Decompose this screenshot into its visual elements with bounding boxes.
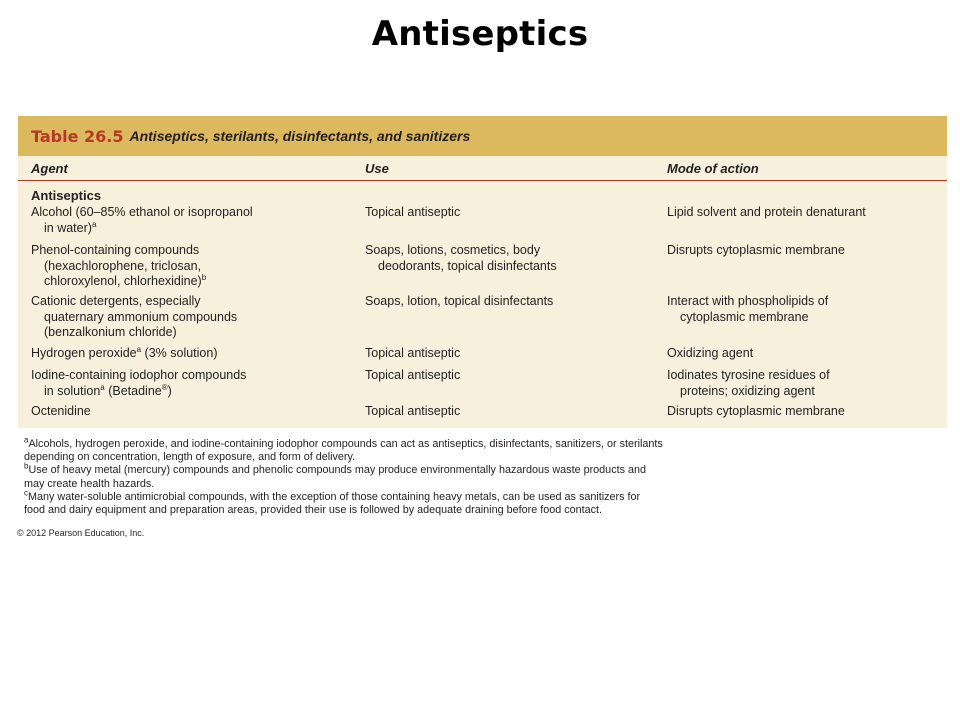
table-number: Table 26.5 — [31, 126, 124, 146]
agent-cell: Alcohol (60–85% ethanol or isopropanol in water)$^a$ — [31, 205, 253, 235]
column-header-use: Use — [365, 160, 389, 176]
mode-cell: Disrupts cytoplasmic membrane — [667, 243, 845, 257]
table-row — [18, 243, 947, 294]
agent-cell: Cationic detergents, especially quaternary ammonium compounds (benzalkonium chloride) — [31, 294, 238, 339]
slide-title: Antiseptics — [371, 14, 589, 54]
use-cell: Topical antiseptic — [365, 404, 461, 418]
table-row — [18, 205, 947, 243]
table-body — [18, 156, 947, 428]
column-header-agent: Agent — [31, 160, 68, 176]
agent-cell: Hydrogen peroxide$^a$ (3% solution) — [31, 344, 218, 360]
column-header-mode: Mode of action — [667, 160, 759, 176]
use-cell: Topical antiseptic — [365, 205, 461, 219]
table-row — [18, 294, 947, 346]
footnote: $^b$Use of heavy metal (mercury) compounds and phenolic compounds may produce environmentally hazardous waste products and may create health hazards. — [24, 461, 647, 490]
mode-cell: Lipid solvent and protein denaturant — [667, 205, 866, 219]
agent-cell: Phenol-containing compounds (hexachlorophene, triclosan, chloroxylenol, chlorhexidine)$^b$ — [31, 243, 207, 288]
table-caption: Antiseptics, sterilants, disinfectants, and sanitizers — [129, 128, 471, 144]
use-cell: Soaps, lotion, topical disinfectants — [365, 294, 554, 308]
agent-cell: Iodine-containing iodophor compounds in solution$^a$ (Betadine®) — [31, 368, 247, 398]
copyright-notice: © 2012 Pearson Education, Inc. — [17, 528, 145, 538]
agent-cell: Octenidine — [31, 404, 91, 418]
table-header — [18, 116, 947, 156]
mode-cell: Oxidizing agent — [667, 346, 754, 360]
mode-cell: Interact with phospholipids of cytoplasmic membrane — [667, 294, 829, 324]
table-row — [18, 368, 947, 404]
column-headers — [18, 156, 947, 181]
use-cell: Soaps, lotions, cosmetics, body deodorants, topical disinfectants — [365, 243, 557, 273]
mode-cell: Iodinates tyrosine residues of proteins; oxidizing agent — [667, 368, 830, 398]
mode-cell: Disrupts cytoplasmic membrane — [667, 404, 845, 418]
table — [18, 116, 947, 428]
footnote: $^c$Many water-soluble antimicrobial compounds, with the exception of those containing heavy metals, can be used as sanitizers for food and dairy equipment and preparation areas, provided their use is followed by adequate draining before food contact. — [24, 488, 641, 517]
section-heading: Antiseptics — [31, 188, 102, 203]
footnotes — [24, 435, 704, 517]
table-row — [18, 346, 947, 368]
table-row — [18, 404, 947, 428]
footnote: $^a$Alcohols, hydrogen peroxide, and iodine-containing iodophor compounds can act as antiseptics, disinfectants, sanitizers, or sterilants depending on concentration, length of exposure, and form of delivery. — [24, 435, 663, 464]
use-cell: Topical antiseptic — [365, 368, 461, 382]
use-cell: Topical antiseptic — [365, 346, 461, 360]
